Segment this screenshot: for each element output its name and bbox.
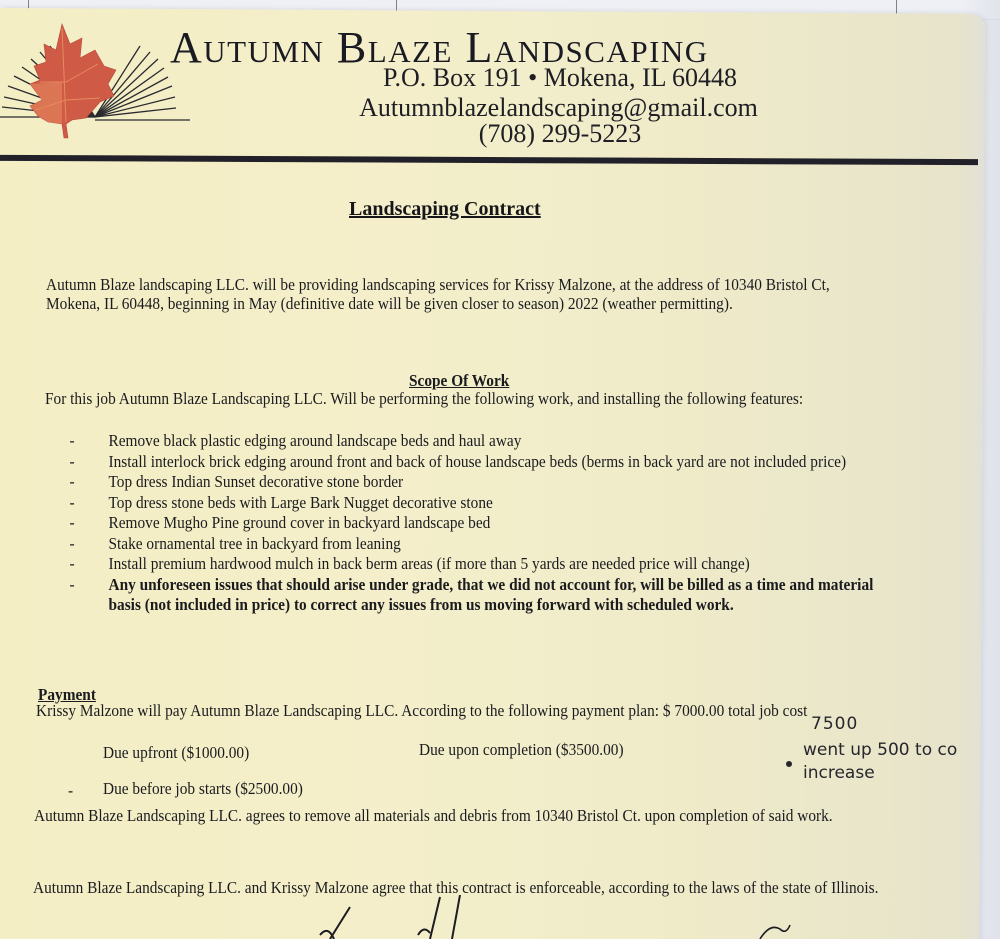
list-dash: - bbox=[68, 781, 74, 800]
payment-due-upfront: Due upfront ($1000.00) bbox=[103, 743, 250, 762]
list-dash: - bbox=[69, 574, 75, 594]
scope-item bbox=[62, 431, 899, 452]
scope-item-text: Install interlock brick edging around front and back of house landscape beds (berms in back yard are not included price) bbox=[108, 451, 847, 471]
scope-item bbox=[62, 452, 899, 473]
signature-scribble bbox=[300, 895, 800, 939]
handwritten-note-line1: went up 500 to co bbox=[803, 740, 958, 760]
company-email: Autumnblazelandscaping@gmail.com bbox=[359, 93, 758, 122]
list-dash: - bbox=[69, 533, 75, 553]
scope-item bbox=[62, 534, 899, 555]
intro-paragraph: Autumn Blaze landscaping LLC. will be providing landscaping services for Krissy Malzone, at the address of 10340 Bristol Ct, Mokena, IL 60448, beginning in May (definitive date will be given closer to season) 2022 (weather permitting). bbox=[46, 275, 830, 313]
payment-heading: Payment bbox=[38, 685, 96, 704]
scope-item bbox=[62, 493, 899, 514]
scope-item-text: Top dress Indian Sunset decorative stone border bbox=[108, 472, 404, 491]
scope-item-text: Any unforeseen issues that should arise under grade, that we did not account for, will be billed as a time and material basis (not included in price) to correct any issues from us moving forward with scheduled work. bbox=[108, 574, 874, 614]
handwritten-note-line2: increase bbox=[803, 763, 875, 783]
scope-item bbox=[62, 472, 899, 493]
company-name: Autumn Blaze Landscaping bbox=[170, 23, 709, 72]
removal-paragraph: Autumn Blaze Landscaping LLC. agrees to remove all materials and debris from 10340 Bristol Ct. upon completion of said work. bbox=[34, 806, 833, 825]
list-dash: - bbox=[69, 554, 75, 573]
handwritten-bullet-dot bbox=[786, 761, 792, 767]
list-dash: - bbox=[69, 431, 75, 450]
payment-paragraph: Krissy Malzone will pay Autumn Blaze Landscaping LLC. According to the following payment plan: $ 7000.00 total job cost bbox=[36, 701, 808, 720]
scope-list bbox=[62, 431, 899, 616]
scope-item-text: Top dress stone beds with Large Bark Nugget decorative stone bbox=[108, 492, 493, 512]
scope-item-text: Stake ornamental tree in backyard from leaning bbox=[108, 533, 401, 553]
list-dash: - bbox=[69, 513, 75, 532]
scope-item bbox=[62, 554, 899, 575]
company-phone: (708) 299-5223 bbox=[478, 119, 642, 148]
list-dash: - bbox=[69, 451, 75, 471]
document-title: Landscaping Contract bbox=[349, 198, 541, 220]
payment-due-before-start: Due before job starts ($2500.00) bbox=[103, 779, 303, 798]
company-address: P.O. Box 191 • Mokena, IL 60448 bbox=[382, 63, 738, 92]
payment-due-completion: Due upon completion ($3500.00) bbox=[419, 740, 624, 759]
scope-lead-paragraph: For this job Autumn Blaze Landscaping LLC. Will be performing the following work, and installing the following features: bbox=[45, 389, 804, 408]
scope-item-unforeseen bbox=[62, 575, 899, 616]
scope-item-text: Remove black plastic edging around landscape beds and haul away bbox=[108, 431, 522, 450]
scope-heading: Scope Of Work bbox=[409, 371, 510, 390]
list-dash: - bbox=[69, 472, 75, 491]
enforceable-paragraph: Autumn Blaze Landscaping LLC. and Krissy Malzone agree that this contract is enforceable, according to the laws of the state of Illinois. bbox=[33, 878, 879, 897]
scope-item-text: Install premium hardwood mulch in back berm areas (if more than 5 yards are needed price will change) bbox=[108, 554, 750, 573]
scope-item-text: Remove Mugho Pine ground cover in backyard landscape bed bbox=[108, 513, 491, 532]
scope-item bbox=[62, 513, 899, 534]
list-dash: - bbox=[69, 492, 75, 512]
handwritten-amount: 7500 bbox=[811, 714, 859, 734]
